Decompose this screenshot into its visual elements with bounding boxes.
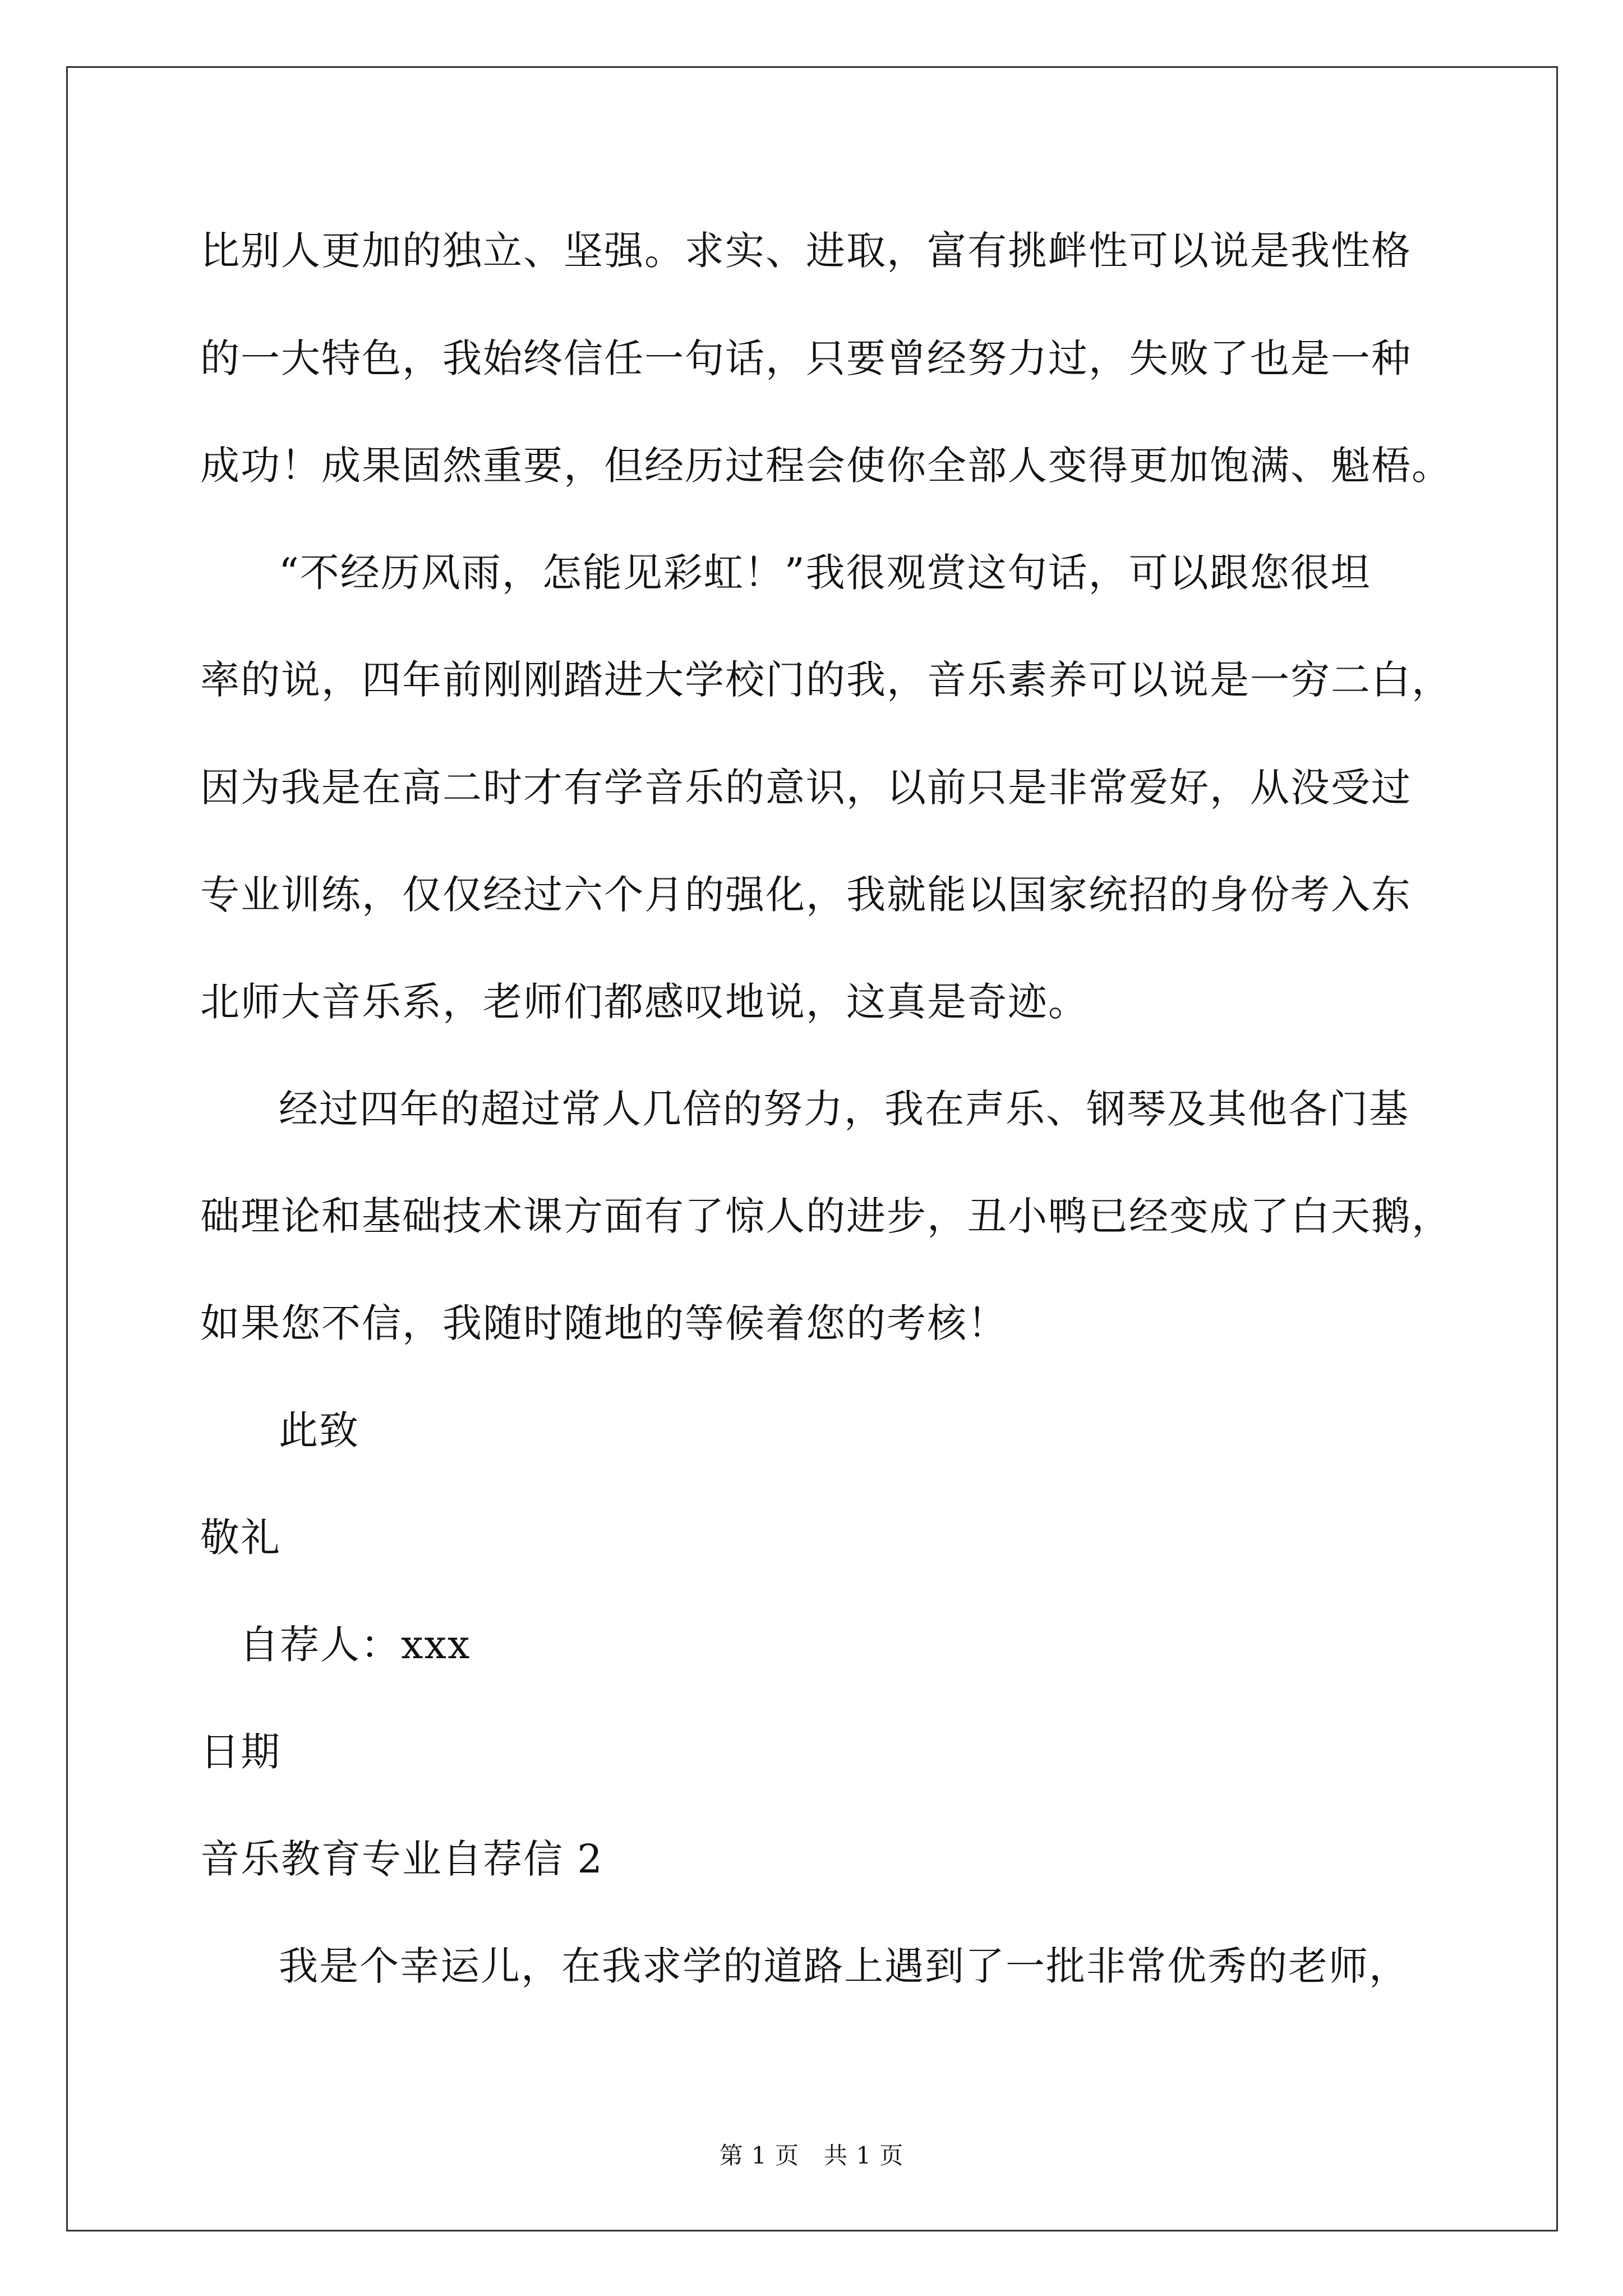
body-line: “不经历风雨，怎能见彩虹！”我很观赏这句话，可以跟您很坦 — [279, 550, 1371, 596]
page-frame — [66, 66, 1558, 2231]
signature: 自荐人：xxx — [239, 1622, 471, 1668]
page-footer — [0, 2139, 1623, 2173]
body-line: 的一大特色，我始终信任一句话，只要曾经努力过，失败了也是一种 — [200, 335, 1412, 381]
body-line: 因为我是在高二时才有学音乐的意识，以前只是非常爱好，从没受过 — [200, 765, 1412, 811]
body-line: 专业训练，仅仅经过六个月的强化，我就能以国家统招的身份考入东 — [200, 872, 1412, 918]
body-line: 经过四年的超过常人几倍的努力，我在声乐、钢琴及其他各门基 — [279, 1086, 1409, 1132]
body-line: 我是个幸运儿，在我求学的道路上遇到了一批非常优秀的老师， — [279, 1943, 1409, 1989]
closing-regards: 敬礼 — [200, 1515, 281, 1561]
section-title: 音乐教育专业自荐信 2 — [200, 1836, 603, 1882]
body-line: 比别人更加的独立、坚强。求实、进取，富有挑衅性可以说是我性格 — [200, 228, 1412, 274]
body-line: 如果您不信，我随时随地的等候着您的考核！ — [200, 1300, 1008, 1346]
body-line: 础理论和基础技术课方面有了惊人的进步，丑小鸭已经变成了白天鹅， — [200, 1193, 1452, 1239]
body-line: 北师大音乐系，老师们都感叹地说，这真是奇迹。 — [200, 979, 1089, 1025]
page-total: 共 1 页 — [824, 2142, 904, 2169]
closing-salutation: 此致 — [279, 1407, 359, 1453]
body-line: 率的说，四年前刚刚踏进大学校门的我，音乐素养可以说是一穷二白， — [200, 657, 1452, 703]
body-line: 成功！成果固然重要，但经历过程会使你全部人变得更加饱满、魁梧。 — [200, 443, 1452, 489]
page-number: 第 1 页 — [719, 2142, 799, 2169]
date-line: 日期 — [200, 1729, 281, 1775]
